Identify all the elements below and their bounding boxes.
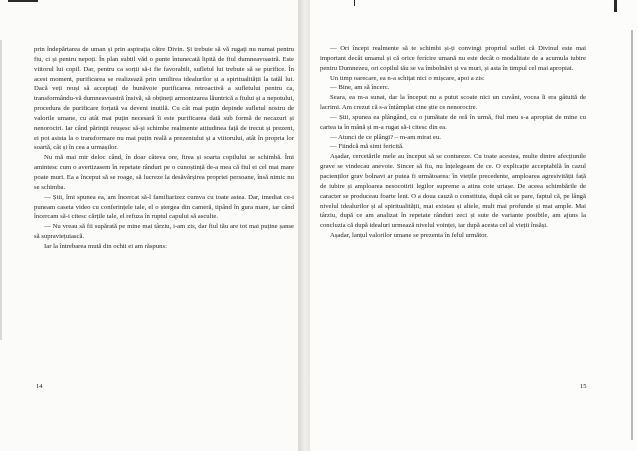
paragraph: — Bine, am să încerc. bbox=[330, 84, 390, 92]
paragraph: Iar la întrebarea mută din ochii ei am răspuns: bbox=[44, 242, 167, 250]
scan-edge-shadow bbox=[0, 40, 2, 340]
page-number-right: 15 bbox=[580, 383, 587, 390]
paragraph: Nu mă mai mir deloc când, în doar câteva ore, firea și soarta copilului se schimbă. Îmi amintesc cum o avertizasem în repetate rânduri pe o cunoștință de-a mea că fiul ei cel mai mare poate muri. Ea a început să se roage, să lucreze la desăvârșirea propriei persoane, însă nimic nu se schimba. bbox=[34, 154, 294, 191]
paragraph: Așadar, cercetările mele au început să se contureze. Cu toate acestea, multe dintre afecțiunile grave se vindecau anevoie. Sincer să fiu, nu înțelegeam de ce. O explicație acceptabilă în cazul pacienților grav bolnavi ar putea fi următoarea: în viețile precedente, amploarea agresivității față de iubire și amploarea nesocotirii legilor supreme a atins cote uriașe. De aceea schimbările de caracter se produceau foarte lent. O a doua cauză o constituia, după cât se pare, faptul că, pe lângă nivelul idealurilor și al spiritualității, mai existau și altele, mult mai profunde și mai ample. Mai târziu, după ce am analizat în repetate rânduri zeci și sute de variante posibile, am ajuns la concluzia că după idealuri urmează nivelul voinței, iar după acesta cel al vieții însăși. bbox=[320, 153, 586, 230]
scan-edge-mark bbox=[354, 0, 355, 6]
right-page-text bbox=[320, 44, 586, 241]
left-page-text bbox=[34, 45, 294, 252]
paragraph: — Nu vreau să fii supărată pe mine mai târziu, i-am zis, dar fiul tău are tot mai puține șanse să supraviețuiască. bbox=[34, 223, 294, 241]
scan-edge-mark bbox=[614, 0, 617, 12]
paragraph: Un timp oarecare, ea n-a schițat nici o mișcare, apoi a zis: bbox=[330, 74, 485, 82]
book-gutter bbox=[298, 0, 310, 451]
paragraph: — Știi, îmi spunea ea, am încercat să-l familiarizez cumva cu toate astea. Dar, imediat ce-i puneam caseta video cu conferințele tale, el o ștergea din cameră, tipând în gura mare, iar când încercam să-i citesc cărțile tale, el refuza în ruptul capului să asculte. bbox=[34, 193, 294, 221]
paragraph: — Știi, spunea ea plângând, cu o jumătate de oră în urmă, fiul meu s-a apropiat de mine cu cartea ta în mână și m-a rugat să-i citesc din ea. bbox=[320, 113, 586, 131]
paragraph: — Atunci de ce plângi? – m-am mirat eu. bbox=[330, 133, 441, 141]
paragraph: — Fiindcă mă simt fericită. bbox=[330, 143, 404, 151]
scan-edge-mark bbox=[8, 0, 38, 2]
paragraph: prin îndepărtarea de uman și prin aspirația către Divin. Și trebuie să vă rugați nu numai pentru fiu, ci și pentru nepoți. În plan subtil văd o punte întunecată lipită de fiul dumneavoastră. Este viitorul lui copil. Dar, pentru ca sorții să-i fie favorabili, sufletul lui trebuie să se purifice. În acest moment, purificarea se realizează prin umilirea idealurilor și a spiritualității la tatăl lui. Dacă veți reuși să acceptați de bunăvoie purificarea retroactivă a sufletului pentru ca, transformându-vă dumneavoastră însivă, să obțineți armonizarea lăuntrică a fiului și a nepotului, procedura de purificare forțată va deveni inutilă. Cu cât mai puțin depinde sufletul nostru de valorile umane, cu atât mai puțin necesară îi este purificarea dată sub formă de necazuri și nenorociri. Iar când părinții reușesc să-și schimbe realmente atitudinea față de trecut și prezent, ei pot asista la o transformare nu mai puțin reală a prezentului și a viitorului, atât în propria lor soartă, cât și în cea a urmașilor. bbox=[34, 46, 294, 152]
paragraph: Așadar, lanțul valorilor umane se prezenta în felul următor. bbox=[330, 232, 488, 240]
paragraph: — Ori începi realmente să te schimbi și-ți convingi propriul suflet că Divinul este mai important decât umanul și că orice ferícire umană nu este decât o modalitate de a acumula iubire pentru Dumnezeu, ori copilul tău se va îmbolnăvi și va muri, și asta în timpul cel mai apropiat. bbox=[320, 45, 586, 72]
paragraph: Seara, ea m-a sunat, dar la început nu a putut scoate nici un cuvânt, vocea îi era gâtuită de lacrimi. Am crezut că s-a întâmplat cine știe ce nenorocire. bbox=[320, 94, 586, 112]
scan-edge-shadow bbox=[631, 30, 633, 440]
page-number-left: 14 bbox=[36, 383, 43, 390]
